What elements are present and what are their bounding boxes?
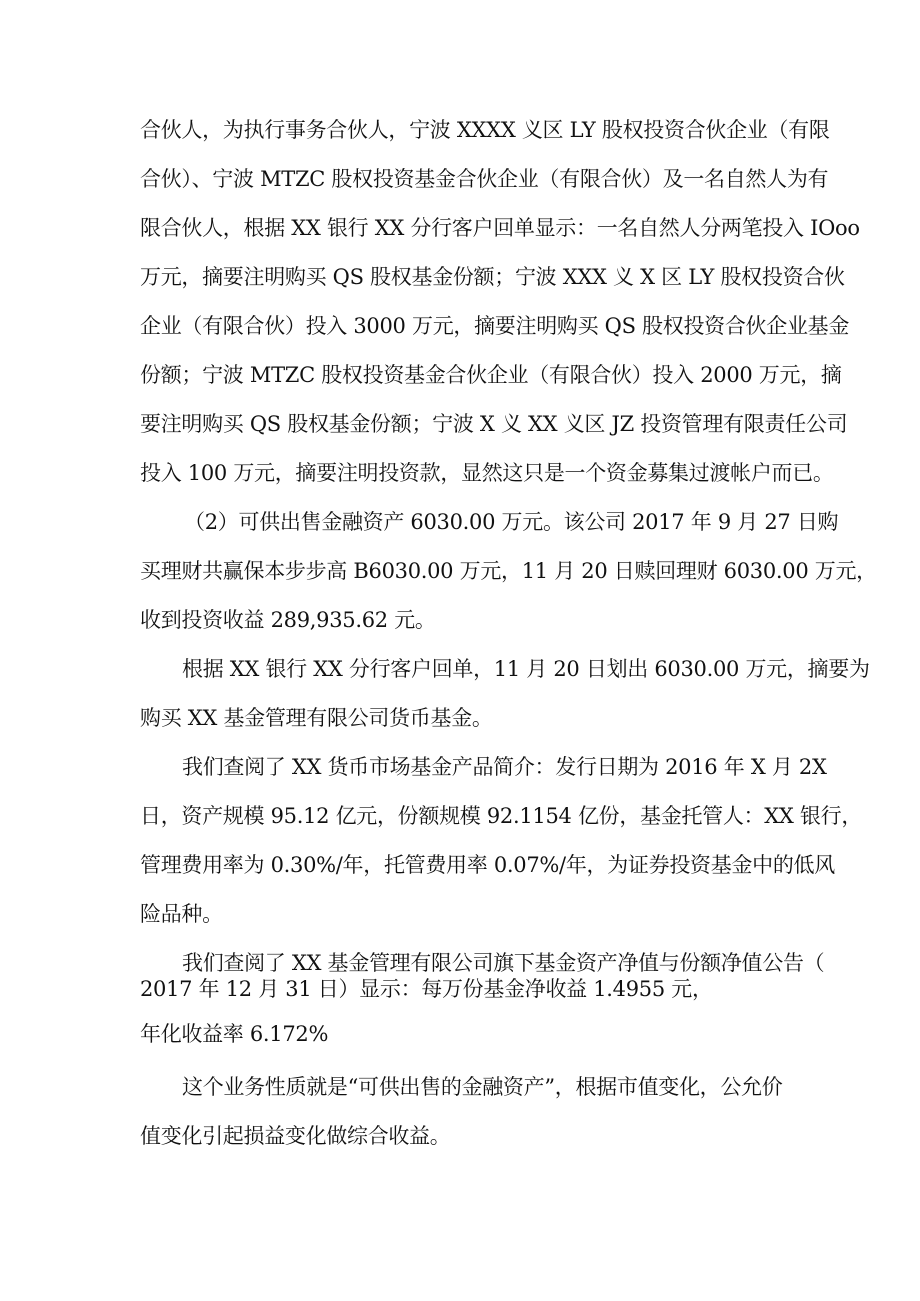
text-line: 要注明购买 QS 股权基金份额；宁波 X 义 XX 义区 JZ 投资管理有限责任公司 [140, 412, 848, 436]
text-line: 年化收益率 6.172% [140, 1022, 329, 1046]
text-line: 企业（有限合伙）投入 3000 万元，摘要注明购买 QS 股权投资合伙企业基金 [140, 314, 850, 338]
text-line: 收到投资收益 289,935.62 元。 [140, 608, 436, 632]
text-line: 购买 XX 基金管理有限公司货币基金。 [140, 706, 493, 730]
text-line: 限合伙人，根据 XX 银行 XX 分行客户回单显示：一名自然人分两笔投入 IOoo [140, 216, 860, 240]
text-line: 我们查阅了 XX 基金管理有限公司旗下基金资产净值与份额净值公告（ [182, 951, 825, 975]
text-line: （2）可供出售金融资产 6030.00 万元。该公司 2017 年 9 月 27 日购 [184, 510, 839, 534]
text-line: 万元，摘要注明购买 QS 股权基金份额；宁波 XXX 义 X 区 LY 股权投资合伙 [140, 265, 845, 289]
text-line: 险品种。 [140, 902, 223, 926]
text-line: 份额；宁波 MTZC 股权投资基金合伙企业（有限合伙）投入 2000 万元，摘 [140, 363, 842, 387]
text-line: 合伙人，为执行事务合伙人，宁波 XXXX 义区 LY 股权投资合伙企业（有限 [140, 118, 830, 142]
text-line: 根据 XX 银行 XX 分行客户回单，11 月 20 日划出 6030.00 万元，摘要为 [182, 657, 870, 681]
text-line: 合伙）、宁波 MTZC 股权投资基金合伙企业（有限合伙）及一名自然人为有 [140, 167, 829, 191]
text-line: 投入 100 万元，摘要注明投资款，显然这只是一个资金募集过渡帐户而已。 [140, 461, 834, 485]
text-line: 我们查阅了 XX 货币市场基金产品简介：发行日期为 2016 年 X 月 2X [182, 755, 827, 779]
text-line: 这个业务性质就是“可供出售的金融资产”，根据市值变化，公允价 [182, 1075, 783, 1099]
text-line: 值变化引起损益变化做综合收益。 [140, 1124, 451, 1148]
text-line: 管理费用率为 0.30%/年，托管费用率 0.07%/年，为证券投资基金中的低风 [140, 853, 835, 877]
text-line: 买理财共赢保本步步高 B6030.00 万元，11 月 20 日赎回理财 6030.00 万元， [140, 559, 877, 583]
text-line: 日，资产规模 95.12 亿元，份额规模 92.1154 亿份，基金托管人：XX 银行， [140, 804, 863, 828]
text-line: 2017 年 12 月 31 日）显示：每万份基金净收益 1.4955 元， [140, 977, 713, 1001]
